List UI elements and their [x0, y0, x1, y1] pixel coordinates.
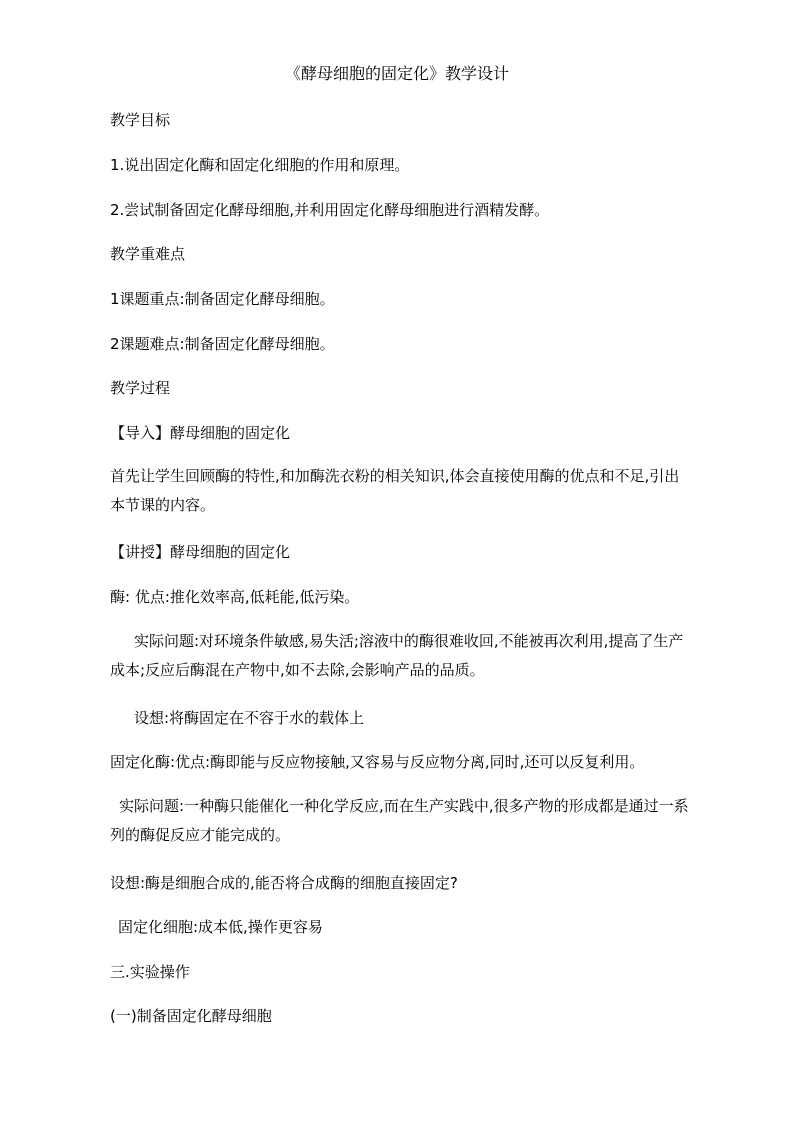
- section-intro-heading: 【导入】酵母细胞的固定化: [110, 424, 291, 442]
- cell-idea: 设想:酶是细胞合成的,能否将合成酶的细胞直接固定?: [110, 874, 458, 892]
- enzyme-idea: 设想:将酶固定在不容于水的载体上: [134, 709, 365, 727]
- enzyme-problems: 实际问题:对环境条件敏感,易失活;溶液中的酶很难收回,不能被再次利用,提高了生产成本;反应后酶混在产物中,如不去除,会影响产品的品质。: [110, 632, 684, 679]
- immobilized-enzyme-advantages: 固定化酶:优点:酶即能与反应物接触,又容易与反应物分离,同时,还可以反复利用。: [110, 753, 645, 771]
- section-experiment-heading: 三.实验操作: [110, 963, 190, 981]
- intro-paragraph: 首先让学生回顾酶的特性,和加酶洗衣粉的相关知识,体会直接使用酶的优点和不足,引出本节课的内容。: [110, 467, 680, 514]
- experiment-subheading: (一)制备固定化酵母细胞: [110, 1007, 272, 1025]
- immobilized-enzyme-problems: 实际问题:一种酶只能催化一种化学反应,而在生产实践中,很多产物的形成都是通过一系列的酶促反应才能完成的。: [110, 797, 689, 844]
- heading-teaching-goals: 教学目标: [110, 111, 171, 129]
- key-point-item-1: 1课题重点:制备固定化酵母细胞。: [110, 290, 335, 308]
- heading-teaching-process: 教学过程: [110, 379, 171, 397]
- enzyme-advantages: 酶: 优点:推化效率高,低耗能,低污染。: [110, 588, 360, 606]
- goal-item-2: 2.尝试制备固定化酵母细胞,并利用固定化酵母细胞进行酒精发酵。: [110, 201, 550, 219]
- document-title: 《酵母细胞的固定化》教学设计: [284, 64, 509, 83]
- heading-key-points: 教学重难点: [110, 245, 186, 263]
- goal-item-1: 1.说出固定化酶和固定化细胞的作用和原理。: [110, 156, 410, 174]
- section-lecture-heading: 【讲授】酵母细胞的固定化: [110, 543, 291, 561]
- key-point-item-2: 2课题难点:制备固定化酵母细胞。: [110, 335, 335, 353]
- immobilized-cell-note: 固定化细胞:成本低,操作更容易: [118, 918, 323, 936]
